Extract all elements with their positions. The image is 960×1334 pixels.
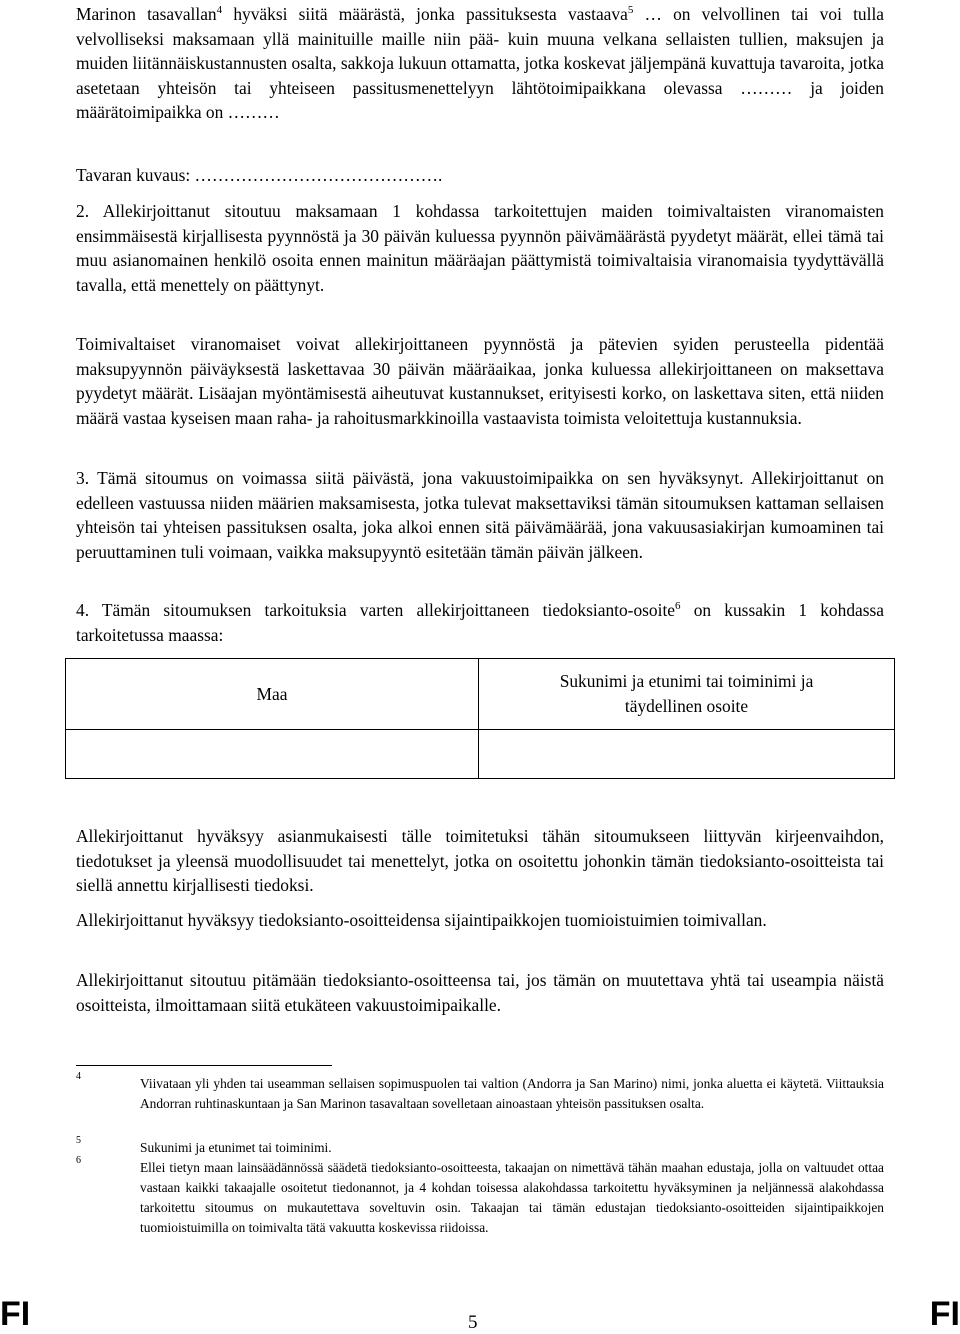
footnote-ref-6: 6	[675, 600, 681, 612]
footnote-5-text: Sukunimi ja etunimet tai toiminimi.	[140, 1140, 332, 1155]
para4-text-end: on kussakin 1 kohdassa tarkoitetussa maassa:	[76, 600, 884, 645]
language-code-left: FI	[0, 1295, 31, 1333]
country-entry-cell[interactable]	[66, 730, 479, 779]
footnote-4	[76, 1071, 884, 1114]
paragraph-6: Allekirjoittanut hyväksyy tiedoksianto-osoitteidensa sijaintipaikkojen tuomioistuimien toimivallan.	[76, 910, 767, 930]
footnote-separator	[76, 1065, 332, 1066]
para1-text-mid: hyväksi siitä määrästä, jonka passituksesta vastaava	[222, 4, 628, 24]
address-table-entry-row	[66, 730, 895, 779]
paragraph-1	[76, 2, 884, 125]
country-column-header: Maa	[66, 659, 479, 730]
language-code-right: FI	[929, 1295, 960, 1333]
para4-text-start: 4. Tämän sitoumuksen tarkoituksia varten allekirjoittaneen tiedoksianto-osoite	[76, 600, 675, 620]
paragraph-2-extension: Toimivaltaiset viranomaiset voivat allekirjoittaneen pyynnöstä ja pätevien syiden perusteella pidentää maksupyynnön päiväyksestä laskettavaa 30 päivän määräaikaa, jonka kuluessa allekirjoittaneen on maksettava pyydetyt määrät. Lisäajan myöntämisestä aiheutuvat kustannukset, erityisesti korko, on laskettava siten, että niiden määrä vastaa kyseisen maan raha- ja rahoitusmarkkinoilla vastaavista toimista veloitettuja kustannuksia.	[76, 334, 884, 428]
paragraph-4	[76, 598, 884, 647]
para1-text-rest: … on velvollinen tai voi tulla velvolliseksi maksamaan yllä mainituille maille niin pää- kuin muuna velkana sellaisten tullien, maksujen ja muiden liitännäiskustannusten osalta, sakkoja lukuun ottamatta, jotka koskevat jäljempänä kuvattuja tavaroita, jotka asetetaan yhteisön tai yhteiseen passitusmenettelyyn lähtötoimipaikkana olevassa ……… ja joiden määrätoimipaikka on ………	[76, 4, 884, 123]
paragraph-3: 3. Tämä sitoumus on voimassa siitä päivästä, jona vakuustoimipaikka on sen hyväksynyt. Allekirjoittanut on edelleen vastuussa niiden määrien maksamisesta, jotka tulevat maksettaviksi tämän sitoumuksen kattaman sellaisen yhteisön tai yhteisen passituksen osalta, joka alkoi ennen sitä päivämäärää, jona vakuusasiakirjan kumoaminen tai peruuttaminen tuli voimaan, vaikka maksupyyntö esitetään tämän päivän jälkeen.	[76, 468, 884, 562]
footnote-ref-5: 5	[627, 4, 634, 16]
footnote-4-number: 4	[76, 1071, 81, 1082]
paragraph-5: Allekirjoittanut hyväksyy asianmukaisesti tälle toimitetuksi tähän sitoumukseen liittyvän kirjeenvaihdon, tiedotukset ja yleensä muodollisuudet tai menettelyt, jotka on osoitettu johonkin tämän tiedoksianto-osoitteista tai siellä annettu kirjallisesti tiedoksi.	[76, 826, 884, 896]
footnote-6-number: 6	[76, 1155, 81, 1166]
footnote-6	[76, 1155, 884, 1238]
footnote-5	[76, 1135, 884, 1158]
para1-text-start: Marinon tasavallan	[76, 4, 217, 24]
address-table	[65, 658, 895, 779]
page-number: 5	[468, 1312, 478, 1333]
footnote-ref-4: 4	[216, 4, 223, 16]
paragraph-7: Allekirjoittanut sitoutuu pitämään tiedoksianto-osoitteensa tai, jos tämän on muutettava yhtä tai useampia näistä osoitteista, ilmoittamaan siitä etukäteen vakuustoimipaikalle.	[76, 970, 884, 1015]
address-column-header	[479, 659, 895, 730]
footnote-6-text: Ellei tietyn maan lainsäädännössä säädetä tiedoksianto-osoitteesta, takaajan on nimettävä tähän maahan edustaja, jolla on valtuudet ottaa vastaan kaikki takaajalle osoitetut tiedonannot, ja 4 kohdan toisessa alakohdassa tarkoitettu hyväksyminen ja neljännessä alakohdassa tarkoitettu sitoumus on mukautettava soveltuvin osin. Takaajan tai tämän edustajan tiedoksianto-osoitteiden sijaintipaikkojen tuomioistuimilla on toimivalta tätä vakuutta koskevissa riidoissa.	[140, 1160, 884, 1236]
address-entry-cell[interactable]	[479, 730, 895, 779]
address-column-header-text: Sukunimi ja etunimi tai toiminimi ja täydellinen osoite	[559, 671, 814, 716]
address-table-header-row	[66, 659, 895, 730]
paragraph-2: 2. Allekirjoittanut sitoutuu maksamaan 1 kohdassa tarkoitettujen maiden toimivaltaisten viranomaisten ensimmäisestä kirjallisesta pyynnöstä ja 30 päivän kuluessa pyynnön päivämäärästä pyydetyt määrät, ellei tämä tai muu asianomainen henkilö osoita ennen mainitun määräajan päättymistä toimivaltaisia viranomaisia tyydyttävällä tavalla, että menettely on päättynyt.	[76, 201, 884, 295]
footnote-5-number: 5	[76, 1135, 81, 1146]
goods-description-line: Tavaran kuvaus: …………………………………….	[76, 165, 443, 185]
footnote-4-text: Viivataan yli yhden tai useamman sellaisen sopimuspuolen tai valtion (Andorra ja San Marino) nimi, jonka aluetta ei käytetä. Viittauksia Andorran ruhtinaskuntaan ja San Marinon tasavaltaan sovelletaan ainoastaan yhteisön passituksen osalta.	[140, 1076, 884, 1112]
